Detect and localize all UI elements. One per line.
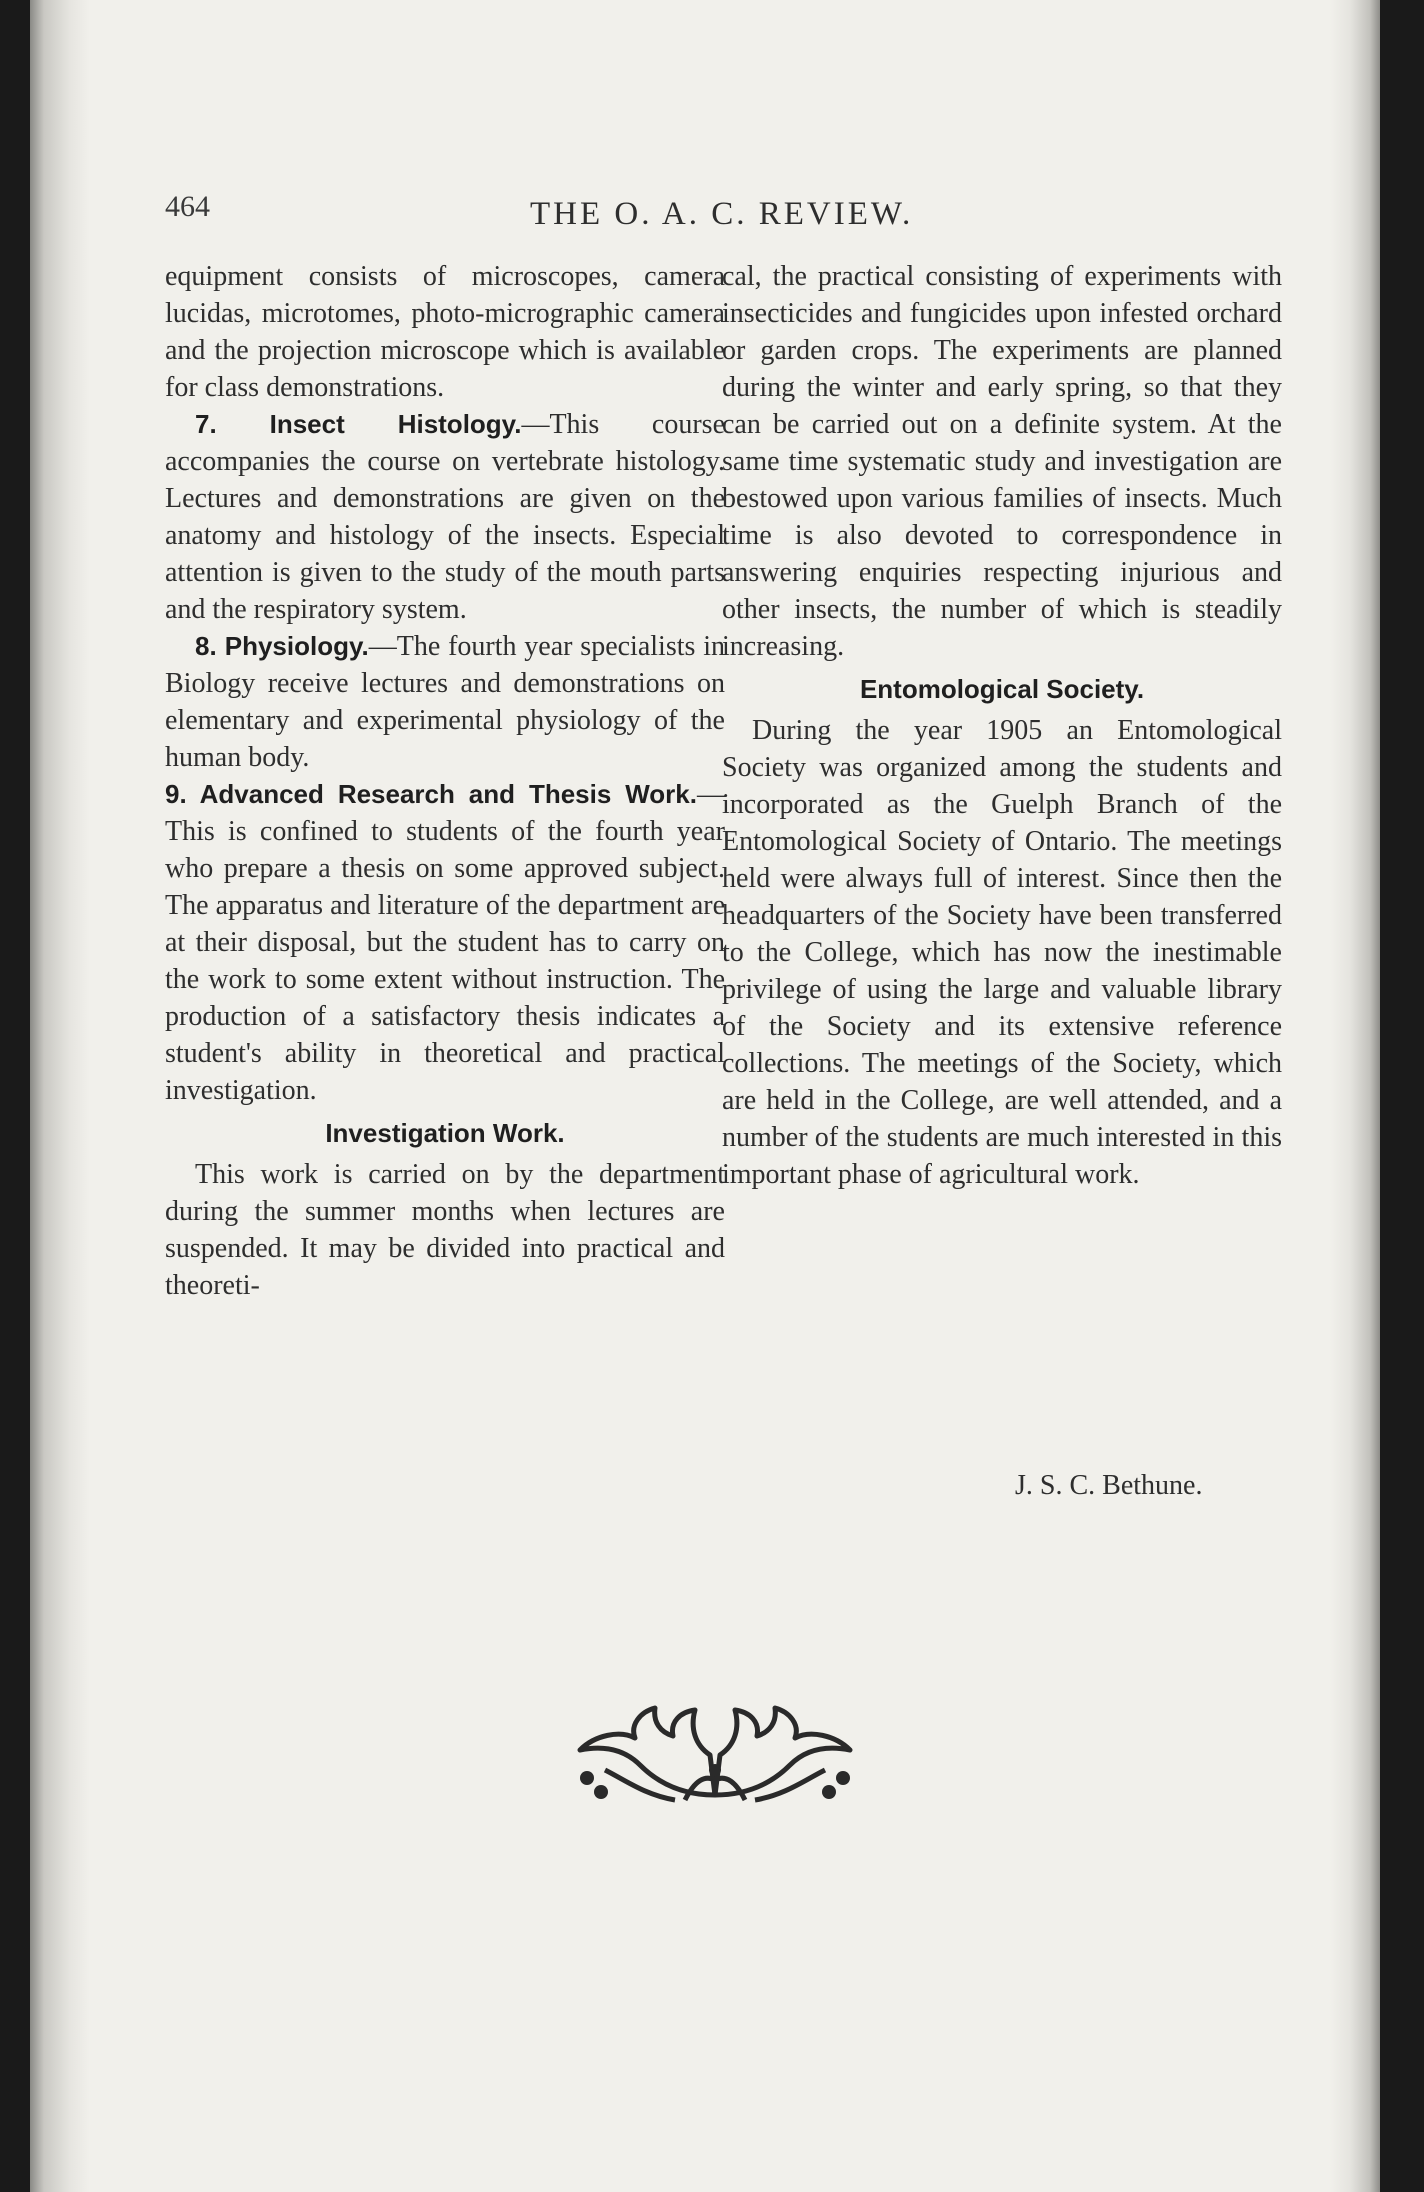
page-edge-shadow — [1330, 0, 1380, 2192]
item-title-insect-histology: 7. Insect Histology. — [195, 409, 522, 439]
paragraph-practical: cal, the practical consisting of experiments with insecticides and fungicides upon infested orchard or garden crops. The experiments are planned during the winter and early spring, so that they can be carried out on a definite system. At the same time systematic study and investigation are bestowed upon various families of insects. Much time is also devoted to correspondence in answering enquiries respecting injurious and other insects, the number of which is steadily increasing. — [722, 261, 1282, 662]
running-title: THE O. A. C. REVIEW. — [530, 196, 914, 232]
floral-ornament-icon — [565, 1700, 865, 1820]
heading-investigation-work: Investigation Work. — [325, 1118, 565, 1148]
item-title-physiology: 8. Physiology. — [195, 631, 369, 661]
item-text-physiology: —The fourth year specialists in Biology receive lectures and demonstrations on elementary and experimental physiology of the human body. — [165, 631, 725, 773]
left-column — [165, 258, 725, 1304]
item-text-advanced-research: —This is confined to students of the fourth year who prepare a thesis on some approved subject. The apparatus and literature of the department are at their disposal, but the student has to carry on the work to some extent without instruction. The production of a satisfactory thesis indicates a student's ability in theoretical and practical investigation. — [165, 779, 725, 1106]
right-column — [722, 258, 1282, 1193]
heading-entomological-society: Entomological Society. — [859, 674, 1145, 704]
paragraph-advanced-research — [165, 776, 725, 1109]
page-binding-shadow — [30, 0, 90, 2192]
item-text-insect-histology: —This course accompanies the course on vertebrate histology. Lectures and demonstrations are given on the anatomy and histology of the insects. Especial attention is given to the study of the mouth parts and the respiratory system. — [165, 409, 726, 625]
page-number: 464 — [165, 190, 210, 223]
page-header — [30, 190, 1380, 250]
item-title-advanced-research: 9. Advanced Research and Thesis Work. — [165, 779, 697, 809]
paragraph-entomological-society: During the year 1905 an Entomological Society was organized among the students and incorporated as the Guelph Branch of the Entomological Society of Ontario. The meetings held were always full of interest. Since then the headquarters of the Society have been transferred to the College, which has now the inestimable privilege of using the large and valuable library of the Society and its extensive reference collections. The meetings of the Society, which are held in the College, are well attended, and a number of the students are much interested in this important phase of agricultural work. — [722, 715, 1282, 1190]
paragraph-insect-histology — [165, 406, 725, 628]
author-signature: J. S. C. Bethune. — [1015, 1470, 1203, 1501]
document-page — [30, 0, 1380, 2192]
paragraph-investigation-work: This work is carried on by the department during the summer months when lectures are suspended. It may be divided into practical and theoreti- — [165, 1159, 725, 1301]
paragraph-physiology — [165, 628, 725, 776]
paragraph-equipment: equipment consists of microscopes, camera lucidas, microtomes, photo-micrographic camera and the projection microscope which is available for class demonstrations. — [165, 261, 725, 403]
